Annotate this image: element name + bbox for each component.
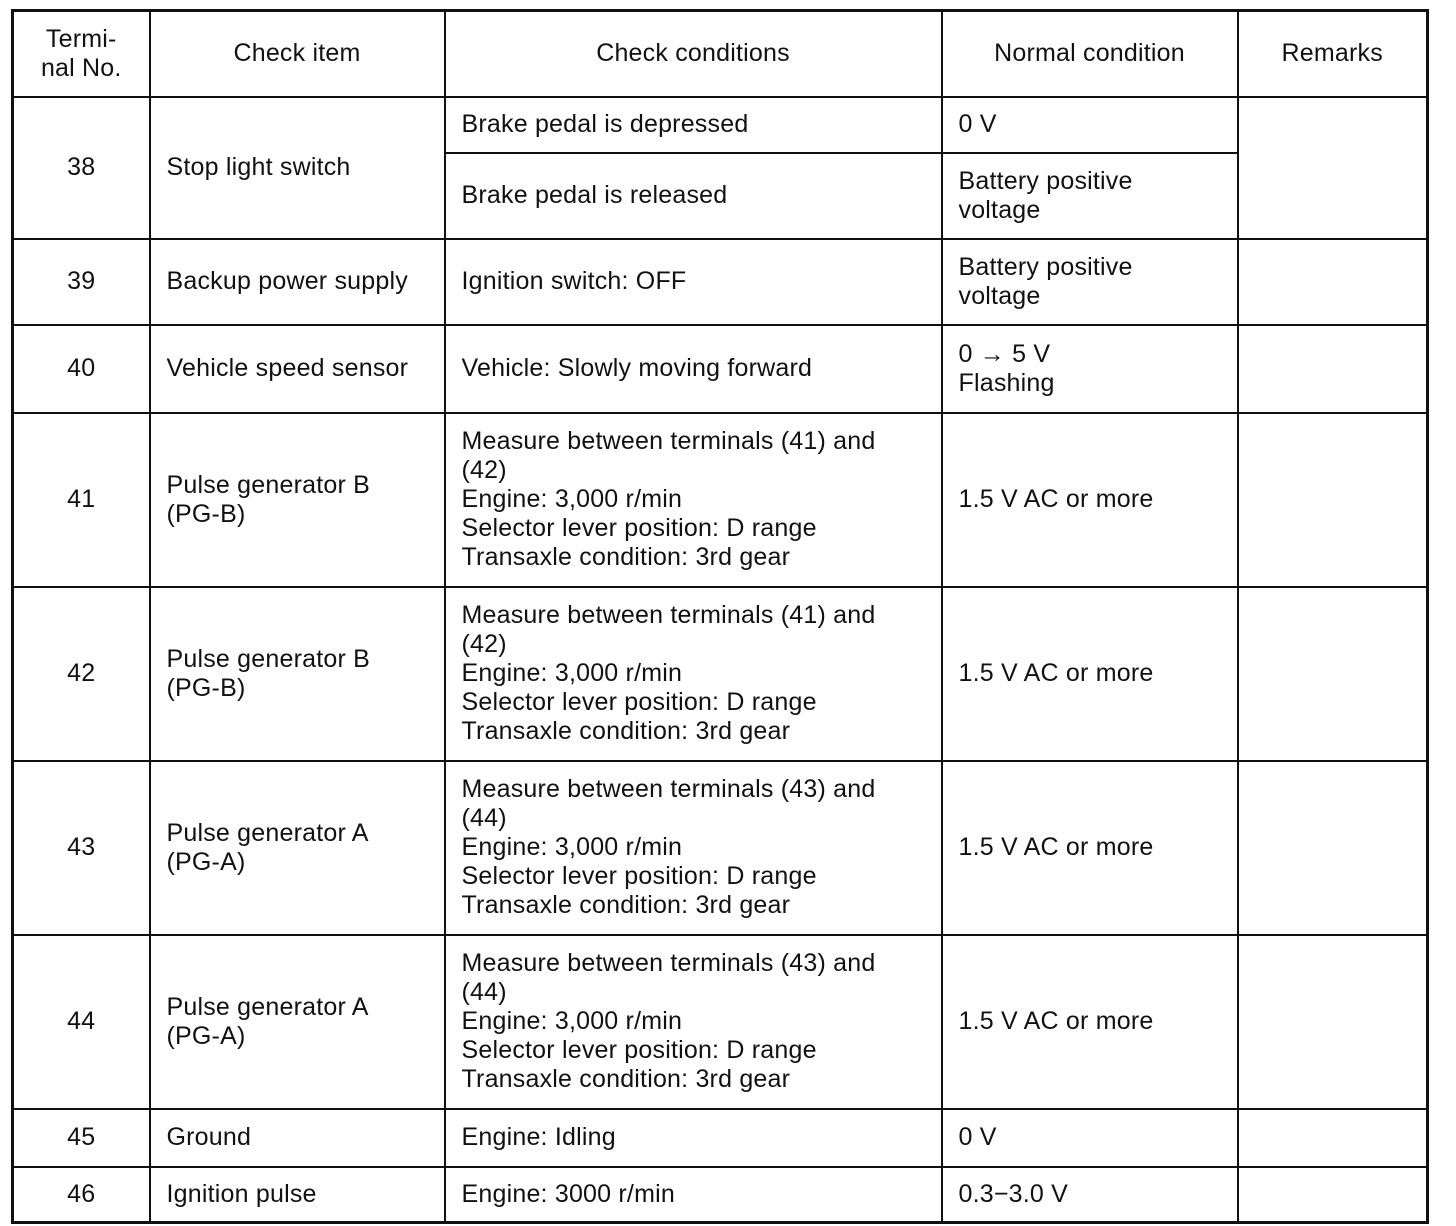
terminal-number: 44	[13, 935, 150, 1109]
terminal-number: 46	[13, 1167, 150, 1223]
header-terminal-no: Termi- nal No.	[13, 11, 150, 97]
check-item: Ignition pulse	[150, 1167, 445, 1223]
check-item: Pulse generator A (PG-A)	[150, 761, 445, 935]
check-condition: Measure between terminals (43) and (44) Engine: 3,000 r/min Selector lever position: D range Transaxle condition: 3rd gear	[445, 761, 942, 935]
header-check-item: Check item	[150, 11, 445, 97]
header-check-conditions: Check conditions	[445, 11, 942, 97]
normal-condition: 1.5 V AC or more	[942, 587, 1238, 761]
terminal-number: 39	[13, 239, 150, 325]
table-row	[13, 413, 1428, 587]
normal-condition: Battery positive voltage	[942, 153, 1238, 239]
check-condition: Brake pedal is depressed	[445, 97, 942, 153]
check-condition: Measure between terminals (41) and (42) Engine: 3,000 r/min Selector lever position: D range Transaxle condition: 3rd gear	[445, 587, 942, 761]
terminal-number: 45	[13, 1109, 150, 1167]
check-item: Pulse generator A (PG-A)	[150, 935, 445, 1109]
check-condition: Ignition switch: OFF	[445, 239, 942, 325]
check-condition: Brake pedal is released	[445, 153, 942, 239]
header-row	[13, 11, 1428, 97]
remarks-cell	[1238, 325, 1428, 413]
check-condition: Engine: 3000 r/min	[445, 1167, 942, 1223]
table-row	[13, 97, 1428, 153]
remarks-cell	[1238, 1167, 1428, 1223]
check-condition: Engine: Idling	[445, 1109, 942, 1167]
remarks-cell	[1238, 97, 1428, 239]
normal-condition: 0.3−3.0 V	[942, 1167, 1238, 1223]
check-condition: Vehicle: Slowly moving forward	[445, 325, 942, 413]
remarks-cell	[1238, 239, 1428, 325]
table-row	[13, 325, 1428, 413]
table-row	[13, 587, 1428, 761]
terminal-number: 38	[13, 97, 150, 239]
remarks-cell	[1238, 761, 1428, 935]
terminal-number: 40	[13, 325, 150, 413]
check-item: Stop light switch	[150, 97, 445, 239]
table-row	[13, 1167, 1428, 1223]
table-row	[13, 239, 1428, 325]
normal-condition: 0 → 5 V Flashing	[942, 325, 1238, 413]
table-row	[13, 935, 1428, 1109]
normal-condition: 1.5 V AC or more	[942, 935, 1238, 1109]
terminal-number: 41	[13, 413, 150, 587]
header-remarks: Remarks	[1238, 11, 1428, 97]
check-item: Ground	[150, 1109, 445, 1167]
normal-condition: Battery positive voltage	[942, 239, 1238, 325]
check-item: Backup power supply	[150, 239, 445, 325]
normal-condition: 1.5 V AC or more	[942, 761, 1238, 935]
remarks-cell	[1238, 587, 1428, 761]
normal-condition: 0 V	[942, 97, 1238, 153]
check-condition: Measure between terminals (43) and (44) Engine: 3,000 r/min Selector lever position: D range Transaxle condition: 3rd gear	[445, 935, 942, 1109]
terminal-number: 42	[13, 587, 150, 761]
check-item: Pulse generator B (PG-B)	[150, 587, 445, 761]
check-item: Vehicle speed sensor	[150, 325, 445, 413]
remarks-cell	[1238, 1109, 1428, 1167]
remarks-cell	[1238, 413, 1428, 587]
check-condition: Measure between terminals (41) and (42) Engine: 3,000 r/min Selector lever position: D range Transaxle condition: 3rd gear	[445, 413, 942, 587]
terminal-number: 43	[13, 761, 150, 935]
terminal-check-table	[11, 9, 1429, 1224]
normal-condition: 0 V	[942, 1109, 1238, 1167]
normal-condition: 1.5 V AC or more	[942, 413, 1238, 587]
remarks-cell	[1238, 935, 1428, 1109]
table-row	[13, 761, 1428, 935]
table-row	[13, 1109, 1428, 1167]
check-item: Pulse generator B (PG-B)	[150, 413, 445, 587]
header-normal-condition: Normal condition	[942, 11, 1238, 97]
